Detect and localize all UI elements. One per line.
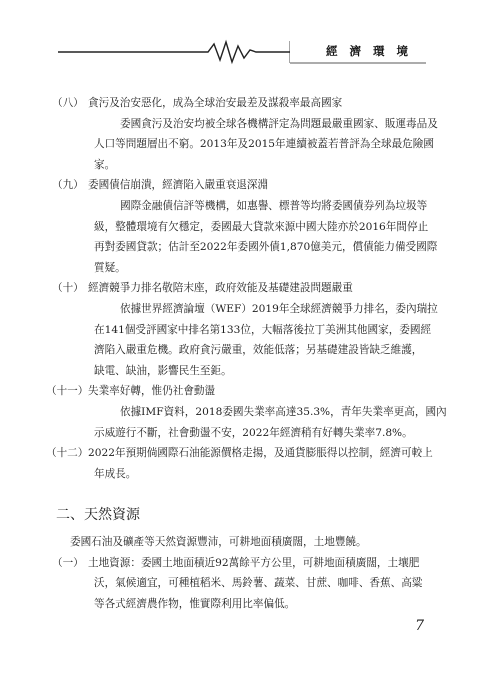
item-number: （九） xyxy=(52,179,84,192)
item-number: （十） xyxy=(52,282,84,295)
item-title: 貪污及治安惡化，成為全球治安最差及謀殺率最高國家 xyxy=(88,97,343,109)
body-line: 家。 xyxy=(94,158,116,171)
body-line: 質疑。 xyxy=(94,261,126,274)
body-line: 委國貪污及治安均被全球各機構評定為問題最嚴重國家、販運毒品及 xyxy=(120,117,438,130)
subsection-heading xyxy=(52,93,436,114)
item-number: （十一） xyxy=(46,385,89,398)
item-title: 委國債信崩潰，經濟陷入嚴重衰退深淵 xyxy=(88,179,269,192)
body-line: 年成長。 xyxy=(94,467,137,480)
item-title: 經濟競爭力排名敬陪末座，政府效能及基礎建設問題嚴重 xyxy=(88,282,353,295)
body-line: 依據世界經濟論壇（WEF）2019年全球經濟競爭力排名，委內瑞拉 xyxy=(120,302,438,315)
body-line: 依據IMF資料，2018委國失業率高達35.3%，青年失業率更高，國內 xyxy=(120,405,447,418)
body-line: 示威遊行不斷，社會動盪不安，2022年經濟稍有好轉失業率7.8%。 xyxy=(94,426,413,439)
page-body xyxy=(46,93,447,615)
item-number: （八） xyxy=(52,97,84,109)
body-line: 級，整體環境有欠穩定，委國最大貸款來源中國大陸亦於2016年間停止 xyxy=(94,220,429,233)
item-number: （一） xyxy=(52,556,84,569)
subsection-heading xyxy=(46,381,436,402)
item-title: 失業率好轉，惟仍社會動盪 xyxy=(88,385,216,398)
section-title: 二、天然資源 xyxy=(56,507,140,524)
spacer xyxy=(52,484,436,496)
body-line: 等各式經濟農作物，惟實際利用比率偏低。 xyxy=(94,598,296,611)
item-title: 2022年預期倘國際石油能源價格走揚，及通貨膨脹得以控制，經濟可較上 xyxy=(88,447,433,460)
header-title: 經濟環境 xyxy=(326,44,420,58)
item-number: （十二） xyxy=(46,447,89,460)
subsection-heading xyxy=(52,175,436,196)
body-line: 再對委國貸款；估計至2022年委國外債1,870億美元，償債能力備受國際 xyxy=(94,241,438,254)
body-line: 國際金融債信評等機構，如惠譽、標普等均將委國債券列為垃圾等 xyxy=(120,199,428,212)
page-number: 7 xyxy=(415,618,424,634)
body-line: 缺電、缺油，影響民生至鉅。 xyxy=(94,364,232,377)
body-line: 沃，氣候適宜，可種植稻米、馬鈴薯、蔬菜、甘蔗、咖啡、香蕉、高粱 xyxy=(94,577,423,590)
body-line: 濟陷入嚴重危機。政府貪污嚴重，效能低落；另基礎建設皆缺乏維護， xyxy=(94,344,423,357)
running-header xyxy=(58,38,426,66)
subsection-heading xyxy=(52,553,436,574)
body-line: 在141個受評國家中排名第133位，大幅落後拉丁美洲其他國家，委國經 xyxy=(94,323,432,336)
section-intro: 委國石油及礦產等天然資源豐沛，可耕地面積廣闊，土地豐饒。 xyxy=(70,536,367,549)
subsection-heading xyxy=(46,443,436,464)
subsection-heading xyxy=(52,278,436,299)
body-line: 土地資源：委國土地面積近92萬餘平方公里，可耕地面積廣闊，土壤肥 xyxy=(88,556,420,569)
body-line: 人口等問題層出不窮。2013年及2015年連續被蓋若普評為全球最危險國 xyxy=(94,138,434,151)
